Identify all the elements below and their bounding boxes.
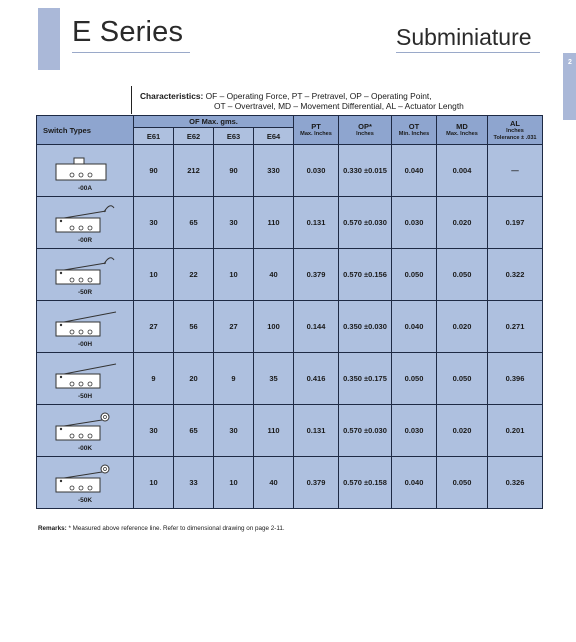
cell-al: 0.326 (488, 457, 543, 509)
table-row (37, 197, 543, 249)
switch-type-cell (37, 405, 134, 457)
cell-pt: 0.144 (294, 301, 339, 353)
cell-op: 0.570 ±0.156 (339, 249, 392, 301)
cell-e64: 110 (254, 405, 294, 457)
cell-al: 0.201 (488, 405, 543, 457)
switch-model-label: -00K (77, 444, 93, 452)
table-row (37, 405, 543, 457)
remarks (38, 525, 285, 532)
model-header-e63: E63 (214, 128, 254, 145)
cell-op: 0.350 ±0.030 (339, 301, 392, 353)
switch-model-label: -50R (77, 288, 93, 296)
switch-type-cell (37, 353, 134, 405)
cell-ot: 0.050 (392, 249, 437, 301)
cell-ot: 0.040 (392, 457, 437, 509)
cell-md: 0.020 (437, 405, 488, 457)
switch-type-cell (37, 197, 134, 249)
cell-e62: 212 (174, 145, 214, 197)
cell-pt: 0.030 (294, 145, 339, 197)
table-row (37, 249, 543, 301)
md-header: MD Max. Inches (437, 116, 488, 145)
cell-e64: 35 (254, 353, 294, 405)
cell-md: 0.020 (437, 197, 488, 249)
roller-lever-switch-icon (37, 254, 133, 288)
cell-op: 0.570 ±0.030 (339, 405, 392, 457)
model-header-e61: E61 (134, 128, 174, 145)
cell-e64: 40 (254, 249, 294, 301)
cell-ot: 0.030 (392, 405, 437, 457)
remarks-label: Remarks: (38, 525, 67, 532)
cell-al: — (488, 145, 543, 197)
cell-pt: 0.131 (294, 405, 339, 457)
op-header: OP* Inches (339, 116, 392, 145)
cell-e64: 330 (254, 145, 294, 197)
characteristics-divider (131, 86, 132, 114)
cell-e64: 100 (254, 301, 294, 353)
pt-header: PT Max. Inches (294, 116, 339, 145)
cell-e62: 65 (174, 197, 214, 249)
cell-e63: 30 (214, 405, 254, 457)
characteristics-line2: OT – Overtravel, MD – Movement Differential, AL – Actuator Length (214, 101, 464, 111)
cell-e64: 40 (254, 457, 294, 509)
cell-ot: 0.030 (392, 197, 437, 249)
cell-e62: 20 (174, 353, 214, 405)
wheel-lever-switch-icon (37, 410, 133, 444)
cell-md: 0.050 (437, 353, 488, 405)
cell-e63: 90 (214, 145, 254, 197)
cell-pt: 0.379 (294, 249, 339, 301)
model-header-e62: E62 (174, 128, 214, 145)
table-row (37, 457, 543, 509)
pin-plunger-switch-icon (37, 150, 133, 184)
cell-e63: 27 (214, 301, 254, 353)
cell-e62: 56 (174, 301, 214, 353)
cell-al: 0.197 (488, 197, 543, 249)
roller-lever-switch-icon (37, 202, 133, 236)
cell-al: 0.322 (488, 249, 543, 301)
cell-pt: 0.131 (294, 197, 339, 249)
al-header: AL Inches Tolerance ± .031 (488, 116, 543, 145)
model-header-e64: E64 (254, 128, 294, 145)
cell-md: 0.050 (437, 249, 488, 301)
switch-model-label: -00A (77, 184, 93, 192)
characteristics-line1: OF – Operating Force, PT – Pretravel, OP – Operating Point, (205, 91, 432, 101)
section-tab-label: 2 (568, 59, 572, 66)
hinge-lever-switch-icon (37, 306, 133, 340)
cell-e61: 10 (134, 457, 174, 509)
cell-e63: 10 (214, 457, 254, 509)
table-row (37, 145, 543, 197)
cell-al: 0.271 (488, 301, 543, 353)
cell-e61: 10 (134, 249, 174, 301)
hinge-lever-switch-icon (37, 358, 133, 392)
switch-type-cell (37, 301, 134, 353)
cell-ot: 0.050 (392, 353, 437, 405)
characteristics-label: Characteristics: (140, 91, 204, 101)
switch-model-label: -00H (77, 340, 93, 348)
characteristics-legend (140, 91, 464, 111)
section-tab[interactable] (563, 53, 576, 120)
cell-e64: 110 (254, 197, 294, 249)
page-subtitle: Subminiature (396, 24, 532, 50)
specifications-table (36, 115, 543, 509)
cell-al: 0.396 (488, 353, 543, 405)
table-row (37, 301, 543, 353)
cell-e63: 9 (214, 353, 254, 405)
switch-type-cell (37, 145, 134, 197)
switch-model-label: -50K (77, 496, 93, 504)
switch-types-header: Switch Types (37, 116, 134, 145)
subtitle-divider (396, 52, 540, 53)
switch-model-label: -50H (77, 392, 93, 400)
cell-ot: 0.040 (392, 145, 437, 197)
table-row (37, 353, 543, 405)
cell-md: 0.020 (437, 301, 488, 353)
cell-e62: 33 (174, 457, 214, 509)
cell-e61: 30 (134, 405, 174, 457)
series-title: E Series (72, 16, 184, 48)
cell-ot: 0.040 (392, 301, 437, 353)
cell-e61: 90 (134, 145, 174, 197)
accent-bar (38, 8, 60, 70)
cell-pt: 0.379 (294, 457, 339, 509)
cell-e63: 10 (214, 249, 254, 301)
cell-e61: 27 (134, 301, 174, 353)
title-divider (72, 52, 190, 53)
cell-md: 0.050 (437, 457, 488, 509)
wheel-lever-switch-icon (37, 462, 133, 496)
cell-e62: 65 (174, 405, 214, 457)
cell-e63: 30 (214, 197, 254, 249)
cell-pt: 0.416 (294, 353, 339, 405)
switch-type-cell (37, 249, 134, 301)
remarks-text: * Measured above reference line. Refer to dimensional drawing on page 2-11. (68, 525, 285, 532)
switch-model-label: -00R (77, 236, 93, 244)
cell-op: 0.570 ±0.030 (339, 197, 392, 249)
cell-op: 0.330 ±0.015 (339, 145, 392, 197)
switch-type-cell (37, 457, 134, 509)
of-header: OF Max. gms. (134, 116, 294, 128)
cell-e61: 30 (134, 197, 174, 249)
cell-e61: 9 (134, 353, 174, 405)
cell-op: 0.350 ±0.175 (339, 353, 392, 405)
ot-header: OT Min. Inches (392, 116, 437, 145)
cell-e62: 22 (174, 249, 214, 301)
cell-md: 0.004 (437, 145, 488, 197)
cell-op: 0.570 ±0.158 (339, 457, 392, 509)
